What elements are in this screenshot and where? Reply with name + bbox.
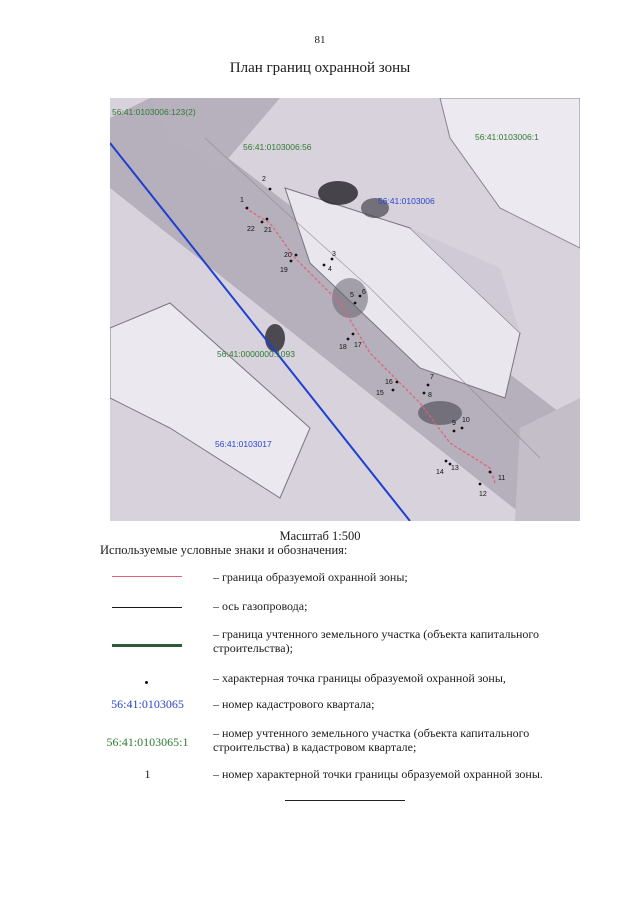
point-label: 16 — [385, 379, 393, 386]
point-label: 13 — [451, 465, 459, 472]
point-label: 1 — [240, 197, 244, 204]
page-title: План границ охранной зоны — [229, 60, 411, 76]
point-label: 12 — [479, 491, 487, 498]
boundary-point — [453, 430, 456, 433]
legend-item — [100, 726, 600, 760]
point-label: 9 — [452, 420, 456, 427]
parcel-number-symbol — [100, 726, 220, 748]
boundary-point — [266, 218, 269, 221]
legend-description: – ось газопровода; — [213, 599, 308, 613]
legend-heading: Используемые условные знаки и обозначения: — [100, 543, 348, 557]
boundary-point — [261, 221, 264, 224]
legend-item — [100, 627, 600, 661]
map-canvas — [110, 98, 580, 521]
quarter-number-sample: 56:41:0103065 — [111, 697, 184, 711]
point-label: 21 — [264, 227, 272, 234]
legend-description: – характерная точка границы образуемой охранной зоны, — [213, 671, 506, 685]
point-label: 5 — [350, 292, 354, 299]
boundary-point — [489, 471, 492, 474]
point-number-symbol — [100, 767, 220, 789]
point-label: 4 — [328, 266, 332, 273]
page-number: 81 — [314, 34, 326, 46]
boundary-point — [323, 264, 326, 267]
parcel-label: 56:41:0103006:123(2) — [112, 107, 196, 117]
parcel-label: 56:41:0103006:56 — [243, 142, 312, 152]
legend-description: – номер характерной точки границы образуемой охранной зоны. — [213, 767, 543, 781]
point-label: 6 — [362, 289, 366, 296]
legend-item — [100, 767, 600, 797]
point-label: 10 — [462, 417, 470, 424]
boundary-point — [352, 333, 355, 336]
gas-axis-symbol — [100, 599, 220, 621]
point-number-sample: 1 — [144, 767, 151, 781]
legend-description: – номер учтенного земельного участка (объекта капитального строительства) в кадастровом квартале; — [213, 726, 530, 754]
legend-description: – номер кадастрового квартала; — [213, 697, 375, 711]
boundary-point — [331, 258, 334, 261]
point-label: 15 — [376, 390, 384, 397]
legend-description: – граница образуемой охранной зоны; — [213, 570, 408, 584]
parcel-boundary-symbol — [100, 627, 220, 649]
point-label: 11 — [498, 475, 506, 482]
bottom-divider — [285, 800, 405, 801]
point-label: 3 — [332, 251, 336, 258]
scale-label: Масштаб 1:500 — [279, 529, 361, 543]
point-label: 8 — [428, 392, 432, 399]
point-label: 18 — [339, 344, 347, 351]
boundary-point — [427, 384, 430, 387]
boundary-point — [246, 207, 249, 210]
legend-description: – граница учтенного земельного участка (объекта капитального строительства); — [213, 627, 540, 655]
boundary-point-symbol — [100, 671, 220, 693]
boundary-point — [423, 392, 426, 395]
legend-item — [100, 697, 600, 727]
parcel-number-sample: 56:41:0103065:1 — [106, 735, 189, 749]
quarter-label: 56:41:0103006 — [378, 196, 435, 206]
boundary-point — [461, 427, 464, 430]
legend-item — [100, 570, 600, 600]
point-label: 17 — [354, 342, 362, 349]
point-label: 19 — [280, 267, 288, 274]
point-label: 2 — [262, 176, 266, 183]
zone-boundary-symbol — [100, 570, 220, 592]
boundary-point — [359, 295, 362, 298]
boundary-point — [396, 381, 399, 384]
boundary-point — [290, 260, 293, 263]
boundary-point — [354, 302, 357, 305]
boundary-point — [479, 483, 482, 486]
point-label: 20 — [284, 252, 292, 259]
boundary-point — [269, 188, 272, 191]
quarter-label: 56:41:0103017 — [215, 439, 272, 449]
point-label: 7 — [430, 374, 434, 381]
boundary-point — [295, 254, 298, 257]
boundary-point — [392, 389, 395, 392]
point-label: 14 — [436, 469, 444, 476]
map-image — [110, 98, 580, 521]
point-label: 22 — [247, 226, 255, 233]
quarter-number-symbol — [100, 697, 220, 719]
parcel-label: 56:41:0103006:1 — [475, 132, 539, 142]
boundary-point — [347, 338, 350, 341]
legend-item — [100, 599, 600, 629]
boundary-point — [445, 460, 448, 463]
parcel-label: 56:41:0000000:1093 — [217, 349, 295, 359]
